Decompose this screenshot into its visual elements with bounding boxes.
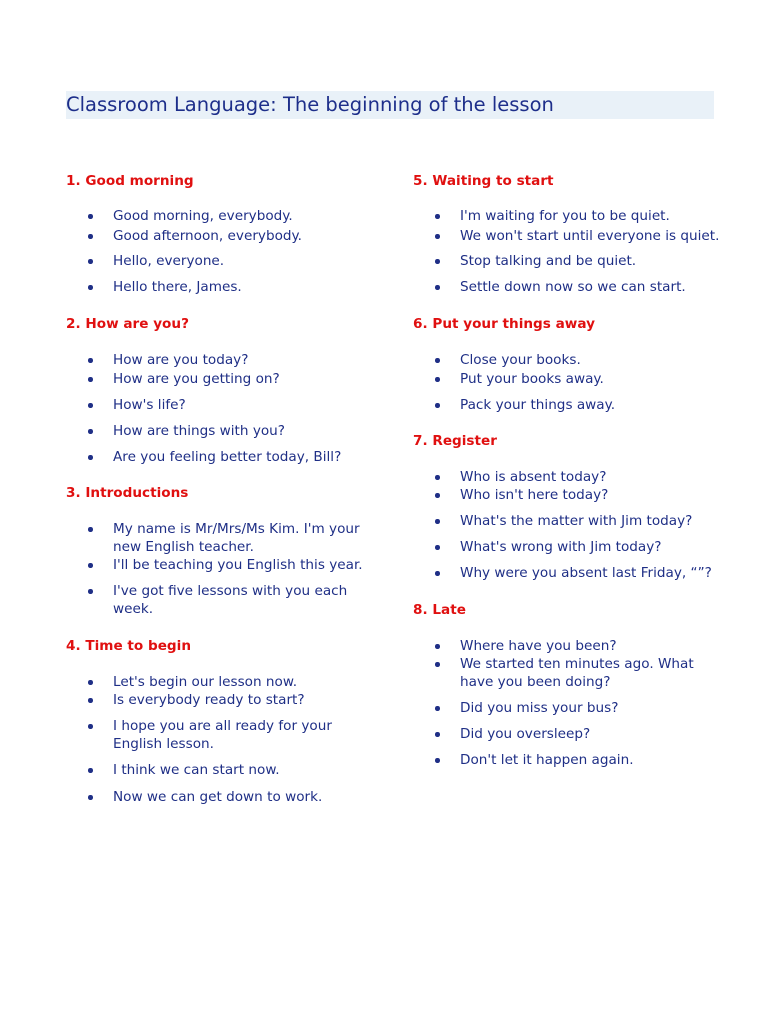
bullet-icon <box>435 732 440 737</box>
bullet-icon <box>88 589 93 594</box>
section-heading: 4. Time to begin <box>66 638 191 654</box>
bullet-icon <box>435 475 440 480</box>
bullet-icon <box>435 403 440 408</box>
section-introductions <box>66 484 188 502</box>
bullet-icon <box>88 214 93 219</box>
bullet-icon <box>435 493 440 498</box>
bullet-icon <box>435 234 440 239</box>
section-heading: 6. Put your things away <box>413 316 595 332</box>
bullet-icon <box>435 358 440 363</box>
bullet-icon <box>88 724 93 729</box>
bullet-icon <box>88 455 93 460</box>
bullet-icon <box>435 259 440 264</box>
bullet-icon <box>88 285 93 290</box>
bullet-icon <box>88 377 93 382</box>
bullet-icon <box>435 644 440 649</box>
bullet-icon <box>435 758 440 763</box>
bullet-icon <box>435 285 440 290</box>
bullet-icon <box>88 527 93 532</box>
bullet-icon <box>88 403 93 408</box>
bullet-icon <box>435 662 440 667</box>
bullet-icon <box>88 429 93 434</box>
bullet-icon <box>88 768 93 773</box>
bullet-icon <box>435 545 440 550</box>
section-register <box>413 432 497 450</box>
section-heading: 8. Late <box>413 602 466 618</box>
bullet-icon <box>435 706 440 711</box>
bullet-icon <box>88 259 93 264</box>
bullet-icon <box>435 571 440 576</box>
section-heading: 1. Good morning <box>66 173 194 189</box>
bullet-icon <box>88 680 93 685</box>
bullet-icon <box>88 358 93 363</box>
section-how-are-you <box>66 315 189 333</box>
page-title: Classroom Language: The beginning of the lesson <box>66 93 554 116</box>
bullet-icon <box>88 234 93 239</box>
bullet-icon <box>435 214 440 219</box>
bullet-icon <box>435 377 440 382</box>
bullet-icon <box>88 563 93 568</box>
bullet-icon <box>88 795 93 800</box>
section-heading: 2. How are you? <box>66 316 189 332</box>
bullet-icon <box>435 519 440 524</box>
bullet-icon <box>88 698 93 703</box>
section-heading: 7. Register <box>413 433 497 449</box>
section-time-to-begin <box>66 637 191 655</box>
section-heading: 5. Waiting to start <box>413 173 554 189</box>
section-heading: 3. Introductions <box>66 485 189 501</box>
section-good-morning <box>66 172 194 190</box>
section-late <box>413 601 466 619</box>
section-put-things-away <box>413 315 595 333</box>
section-waiting-to-start <box>413 172 554 190</box>
